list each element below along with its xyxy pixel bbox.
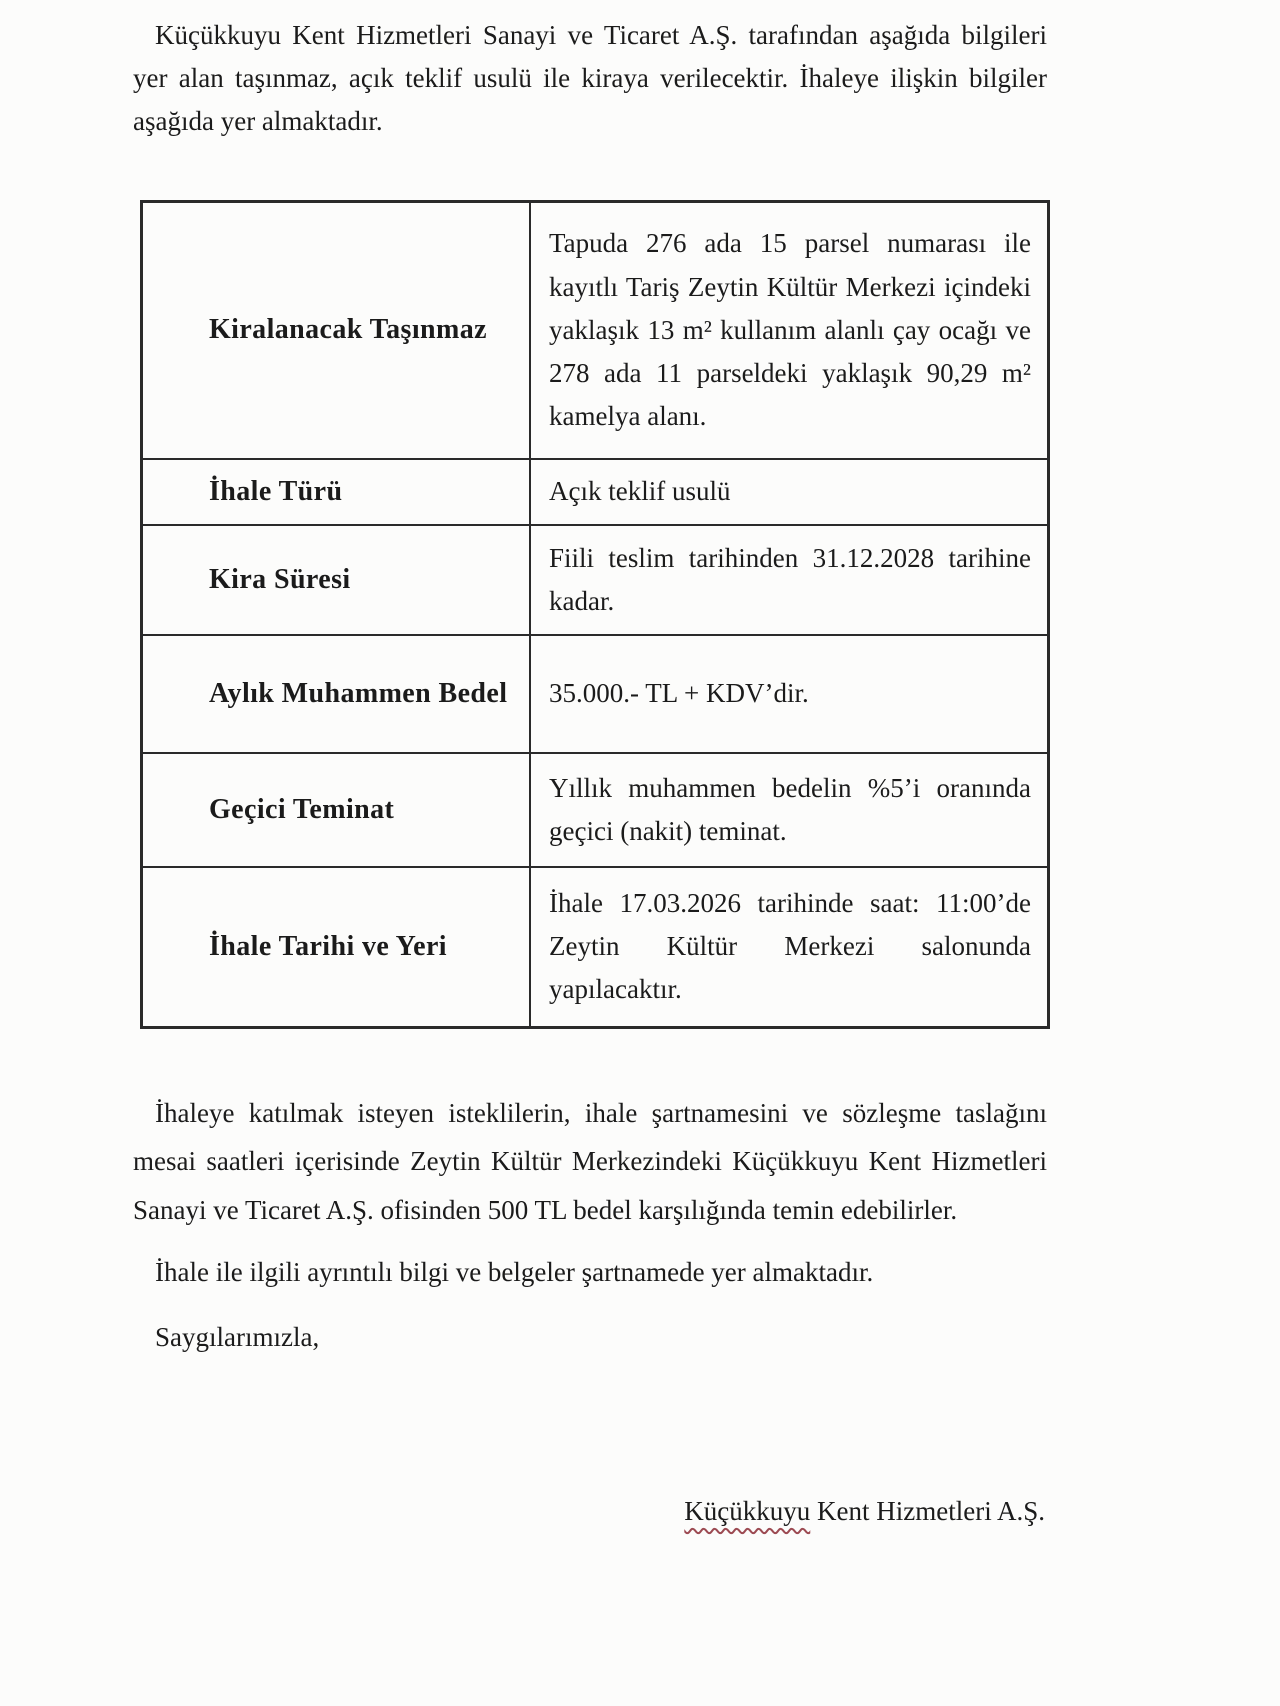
signature-rest: Kent Hizmetleri A.Ş. (810, 1495, 1045, 1526)
participation-paragraph: İhaleye katılmak isteyen isteklilerin, ihale şartnamesini ve sözleşme taslağını mesai saatleri içerisinde Zeytin Kültür Merkezindeki Küçükkuyu Kent Hizmetleri Sanayi ve Ticaret A.Ş. ofisinden 500 TL bedel karşılığında temin edebilirler. (133, 1097, 1047, 1225)
row-label-gecici-teminat: Geçici Teminat (142, 753, 531, 867)
table-row (142, 867, 1049, 1027)
info-paragraph: İhale ile ilgili ayrıntılı bilgi ve belgeler şartnamede yer almaktadır. (155, 1257, 874, 1288)
signature-underlined-word: Küçükkuyu (684, 1495, 811, 1526)
table-row (142, 753, 1049, 867)
row-value-kiralanacak-tasinmaz: Tapuda 276 ada 15 parsel numarası ile kayıtlı Tariş Zeytin Kültür Merkezi içindeki yaklaşık 13 m² kullanım alanlı çay ocağı ve 278 ada 11 parseldeki yaklaşık 90,29 m² kamelya alanı. (530, 201, 1049, 459)
row-value-aylik-muhammen-bedel: 35.000.- TL + KDV’dir. (530, 635, 1049, 753)
table-row (142, 201, 1049, 459)
table-row (142, 635, 1049, 753)
row-label-kiralanacak-tasinmaz: Kiralanacak Taşınmaz (142, 201, 531, 459)
document-page (133, 0, 1047, 1533)
tender-details-table (140, 200, 1050, 1029)
intro-paragraph: Küçükkuyu Kent Hizmetleri Sanayi ve Ticaret A.Ş. tarafından aşağıda bilgileri yer alan taşınmaz, açık teklif usulü ile kiraya verilecektir. İhaleye ilişkin bilgiler aşağıda yer almaktadır. (133, 20, 1047, 137)
closing-salutation: Saygılarımızla, (155, 1321, 320, 1352)
row-label-kira-suresi: Kira Süresi (142, 525, 531, 635)
row-value-ihale-turu: Açık teklif usulü (530, 459, 1049, 525)
table-row (142, 459, 1049, 525)
row-label-aylik-muhammen-bedel: Aylık Muhammen Bedel (142, 635, 531, 753)
row-value-ihale-tarihi-ve-yeri: İhale 17.03.2026 tarihinde saat: 11:00’de Zeytin Kültür Merkezi salonunda yapılacaktır. (530, 867, 1049, 1027)
table-row (142, 525, 1049, 635)
row-label-ihale-turu: İhale Türü (142, 459, 531, 525)
row-value-gecici-teminat: Yıllık muhammen bedelin %5’i oranında geçici (nakit) teminat. (530, 753, 1049, 867)
signature-line (133, 1490, 1047, 1533)
row-value-kira-suresi: Fiili teslim tarihinden 31.12.2028 tarihine kadar. (530, 525, 1049, 635)
row-label-ihale-tarihi-ve-yeri: İhale Tarihi ve Yeri (142, 867, 531, 1027)
